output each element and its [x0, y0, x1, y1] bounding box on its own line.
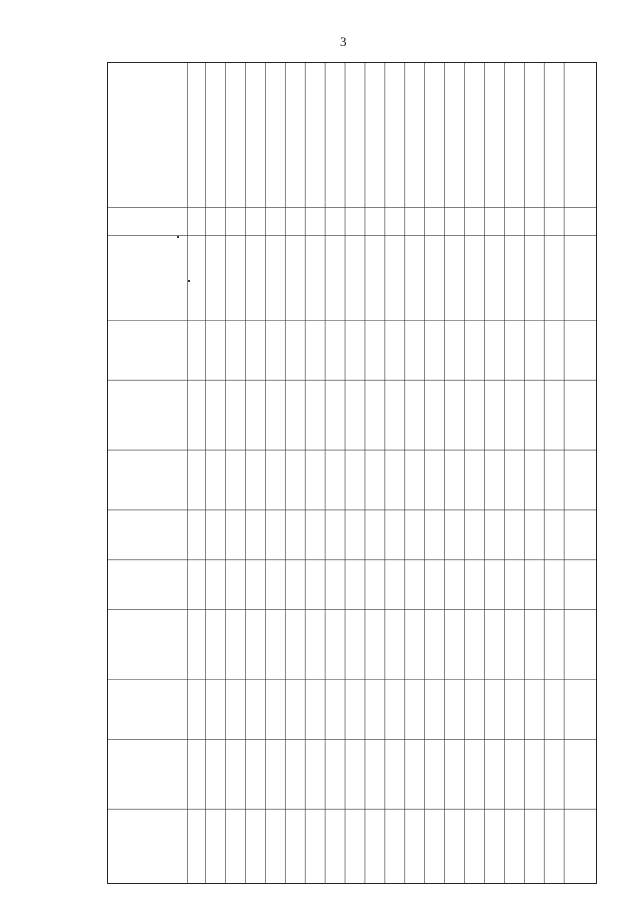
- table-grid-lines: [108, 63, 596, 883]
- rotated-table-grid: [107, 62, 597, 884]
- page-number: 3: [340, 34, 347, 49]
